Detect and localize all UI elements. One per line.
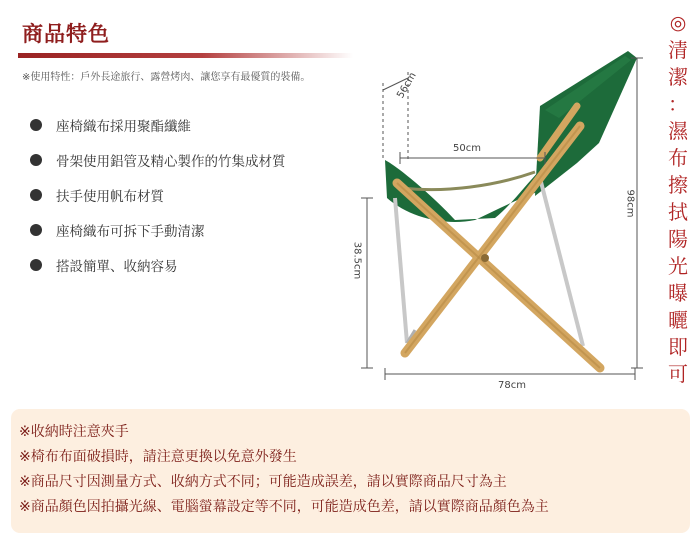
feature-item xyxy=(30,142,286,177)
care-char: 光 xyxy=(668,254,688,278)
care-char: ： xyxy=(668,92,688,116)
care-char: 陽 xyxy=(668,227,688,251)
dimension-total-height: 98cm xyxy=(624,189,636,218)
care-char: 即 xyxy=(668,335,688,359)
care-char: 潔 xyxy=(668,65,688,89)
backrest-fabric xyxy=(535,51,637,196)
care-char: 濕 xyxy=(668,119,688,143)
notes-box xyxy=(11,409,690,533)
bullet-icon xyxy=(30,259,42,271)
section-title: 商品特色 xyxy=(22,22,110,46)
bullet-icon xyxy=(30,154,42,166)
note-line: ※商品尺寸因測量方式、收納方式不同；可能造成誤差，請以實際商品尺寸為主 xyxy=(19,474,507,490)
aluminum-leg xyxy=(395,198,407,343)
feature-list xyxy=(30,107,286,282)
feature-item xyxy=(30,212,286,247)
circle-mark-icon: ◎ xyxy=(669,12,687,34)
note-line: ※椅布布面破損時，請注意更換以免意外發生 xyxy=(19,449,297,465)
feature-text: 搭設簡單、收納容易 xyxy=(56,258,178,275)
care-instruction xyxy=(662,10,694,388)
feature-item xyxy=(30,177,286,212)
dimension-seat-width: 50cm xyxy=(453,143,481,154)
usage-subtitle: ※使用特性：戶外長途旅行、露營烤肉、讓您享有最優質的裝備。 xyxy=(22,72,311,83)
care-char: 可 xyxy=(668,362,688,386)
care-char: 擦 xyxy=(668,173,688,197)
care-char: 曬 xyxy=(668,308,688,332)
bullet-icon xyxy=(30,189,42,201)
note-line: ※商品顏色因拍攝光線、電腦螢幕設定等不同，可能造成色差，請以實際商品顏色為主 xyxy=(19,499,549,515)
dimension-length: 78cm xyxy=(498,380,526,391)
feature-text: 座椅織布採用聚酯纖維 xyxy=(56,118,191,135)
care-char: 曝 xyxy=(668,281,688,305)
feature-text: 扶手使用帆布材質 xyxy=(56,188,164,205)
feature-text: 座椅織布可拆下手動清潔 xyxy=(56,223,205,240)
bullet-icon xyxy=(30,119,42,131)
care-char: 清 xyxy=(668,38,688,62)
care-char: 布 xyxy=(668,146,688,170)
armrest-strap xyxy=(403,172,535,190)
feature-text: 骨架使用鋁管及精心製作的竹集成材質 xyxy=(56,153,286,170)
dimension-top-depth: 56cm xyxy=(395,70,419,101)
care-char: 拭 xyxy=(668,200,688,224)
feature-item xyxy=(30,247,286,282)
chair-illustration xyxy=(345,48,645,398)
bullet-icon xyxy=(30,224,42,236)
note-line: ※收納時注意夾手 xyxy=(19,424,129,440)
dimension-seat-height: 38.5cm xyxy=(351,241,363,280)
feature-item xyxy=(30,107,286,142)
title-underline xyxy=(18,53,353,58)
